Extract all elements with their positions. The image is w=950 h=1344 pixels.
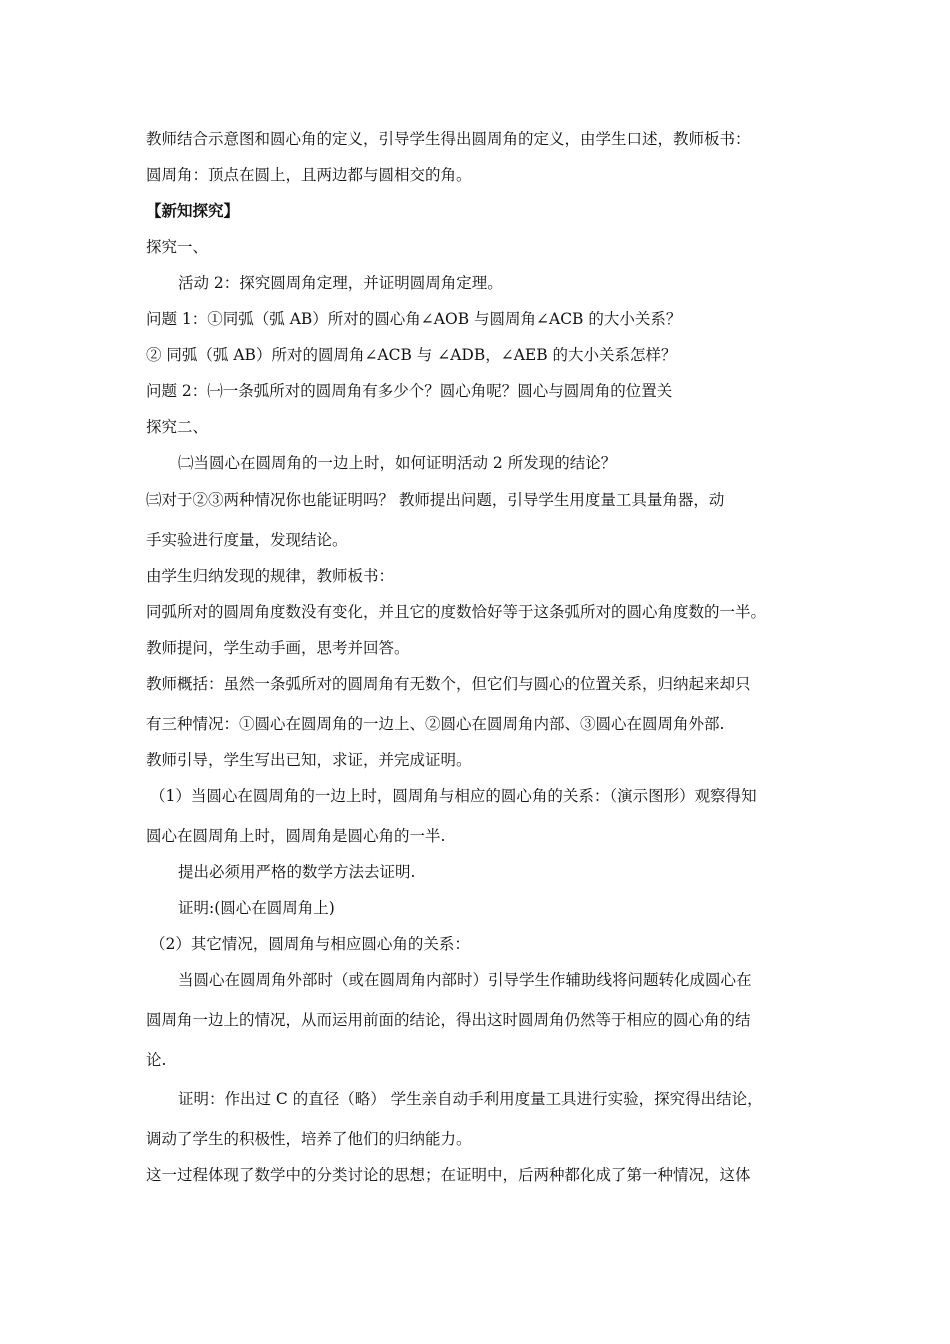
text-line: 这一过程体现了数学中的分类讨论的思想；在证明中，后两种都化成了第一种情况，这体 xyxy=(146,1166,751,1184)
text-line: 问题 1：①同弧（弧 AB）所对的圆心角∠AOB 与圆周角∠ACB 的大小关系？ xyxy=(146,310,682,328)
text-line: 活动 2：探究圆周角定理，并证明圆周角定理。 xyxy=(178,274,503,292)
text-line: 由学生归纳发现的规律，教师板书： xyxy=(146,567,395,585)
text-line: 当圆心在圆周角外部时（或在圆周角内部时）引导学生作辅助线将问题转化成圆心在 xyxy=(178,971,752,989)
text-line: 证明:(圆心在圆周角上) xyxy=(178,899,335,917)
text-line: 圆周角：顶点在圆上，且两边都与圆相交的角。 xyxy=(146,166,472,184)
text-line: （2）其它情况，圆周角与相应圆心角的关系： xyxy=(150,935,470,953)
text-line: 教师概括：虽然一条弧所对的圆周角有无数个，但它们与圆心的位置关系，归纳起来却只 xyxy=(146,675,751,693)
text-line: 圆心在圆周角上时，圆周角是圆心角的一半. xyxy=(146,827,446,845)
section-heading: 【新知探究】 xyxy=(146,201,240,220)
text-line: 教师引导，学生写出已知，求证，并完成证明。 xyxy=(146,751,472,769)
text-line: 证明：作出过 C 的直径（略） 学生亲自动手利用度量工具进行实验，探究得出结论， xyxy=(178,1090,763,1108)
text-line: ㈢对于②③两种情况你也能证明吗？ 教师提出问题，引导学生用度量工具量角器，动 xyxy=(146,491,725,509)
text-line: 问题 2：㈠一条弧所对的圆周角有多少个？圆心角呢？圆心与圆周角的位置关 xyxy=(146,382,673,400)
text-line: 圆周角一边上的情况，从而运用前面的结论，得出这时圆周角仍然等于相应的圆心角的结 xyxy=(146,1011,751,1029)
text-line: 探究二、 xyxy=(146,418,209,436)
text-line: 同弧所对的圆周角度数没有变化，并且它的度数恰好等于这条弧所对的圆心角度数的一半。 xyxy=(146,603,767,621)
text-line: ㈡当圆心在圆周角的一边上时，如何证明活动 2 所发现的结论？ xyxy=(178,454,617,472)
text-line: 有三种情况：①圆心在圆周角的一边上、②圆心在圆周角内部、③圆心在圆周角外部. xyxy=(146,715,725,733)
text-line: 调动了学生的积极性，培养了他们的归纳能力。 xyxy=(146,1130,472,1148)
text-line: （1）当圆心在圆周角的一边上时，圆周角与相应的圆心角的关系：（演示图形）观察得知 xyxy=(150,787,757,805)
text-line: ② 同弧（弧 AB）所对的圆周角∠ACB 与 ∠ADB，∠AEB 的大小关系怎样？ xyxy=(146,346,677,364)
text-line: 探究一、 xyxy=(146,238,209,256)
text-line: 手实验进行度量，发现结论。 xyxy=(146,531,348,549)
text-line: 论. xyxy=(146,1051,167,1069)
text-line: 提出必须用严格的数学方法去证明. xyxy=(178,863,416,881)
text-line: 教师提问，学生动手画，思考并回答。 xyxy=(146,639,410,657)
text-line: 教师结合示意图和圆心角的定义，引导学生得出圆周角的定义，由学生口述，教师板书： xyxy=(146,130,751,148)
